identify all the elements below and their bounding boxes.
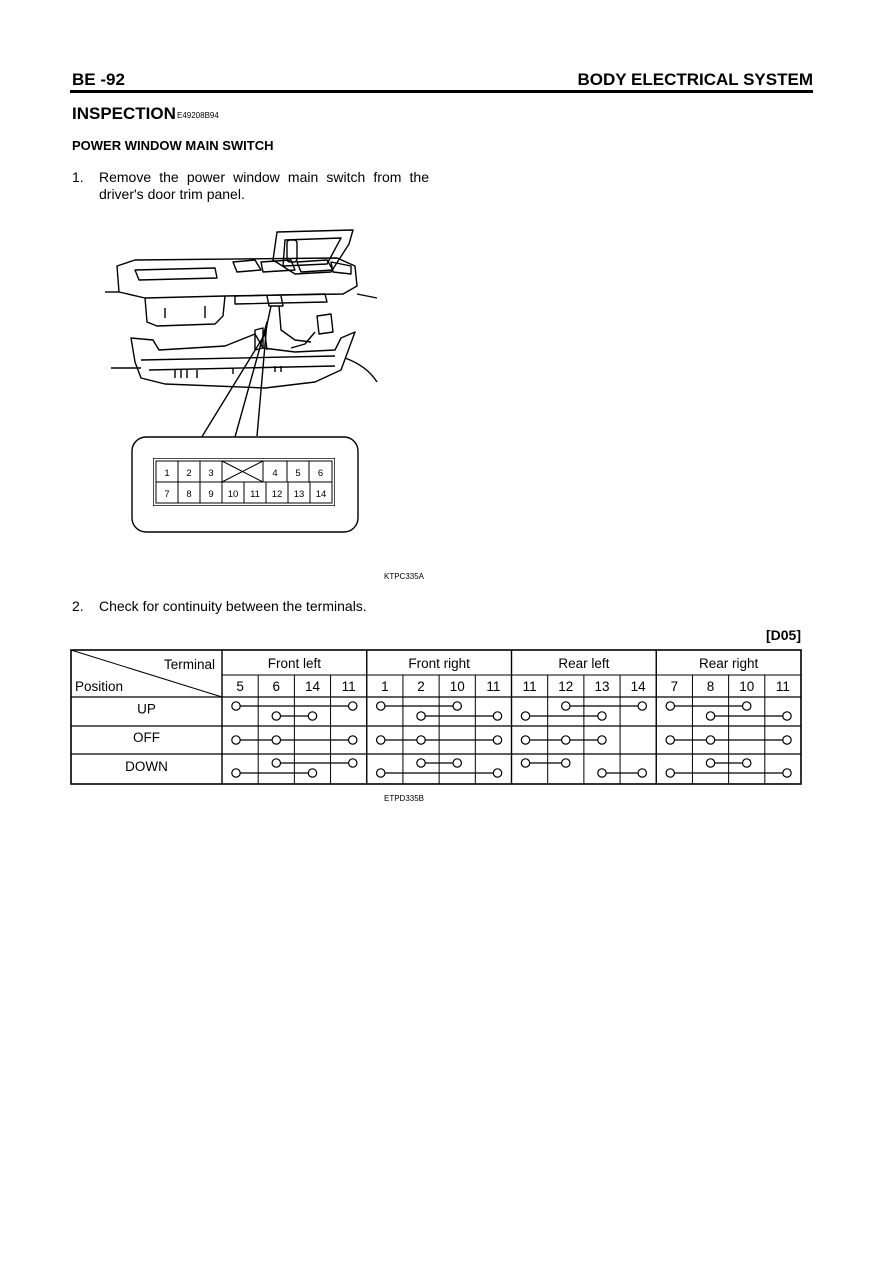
- continuity-point: [521, 736, 529, 744]
- continuity-point: [232, 736, 240, 744]
- terminal-label: 1: [381, 679, 389, 694]
- terminal-label: 13: [594, 679, 610, 694]
- pin-label: 11: [250, 489, 260, 500]
- pin-label: 2: [186, 468, 192, 479]
- pin-label: 12: [271, 489, 283, 500]
- pin-label: 10: [227, 489, 239, 500]
- continuity-point: [453, 759, 461, 767]
- continuity-point: [598, 769, 606, 777]
- continuity-point: [706, 712, 714, 720]
- pin-label: 5: [295, 468, 301, 479]
- continuity-point: [521, 759, 529, 767]
- terminal-label: 5: [236, 679, 244, 694]
- continuity-point: [666, 769, 674, 777]
- continuity-point: [493, 736, 501, 744]
- terminal-label: 11: [522, 679, 537, 694]
- pin-label: 7: [164, 489, 170, 500]
- continuity-point: [638, 769, 646, 777]
- continuity-point: [521, 712, 529, 720]
- continuity-point: [598, 736, 606, 744]
- continuity-point: [638, 702, 646, 710]
- terminal-label: 14: [304, 679, 320, 694]
- continuity-point: [666, 702, 674, 710]
- continuity-point: [666, 736, 674, 744]
- continuity-point: [272, 712, 280, 720]
- continuity-point: [377, 736, 385, 744]
- group-label: Front right: [408, 656, 470, 671]
- continuity-point: [417, 736, 425, 744]
- continuity-point: [783, 712, 791, 720]
- inspection-heading: INSPECTION: [72, 104, 176, 123]
- continuity-point: [783, 736, 791, 744]
- group-label: Front left: [267, 656, 322, 671]
- continuity-point: [562, 702, 570, 710]
- continuity-point: [743, 759, 751, 767]
- terminal-label: 6: [272, 679, 281, 694]
- continuity-point: [308, 769, 316, 777]
- continuity-point: [493, 712, 501, 720]
- continuity-point: [232, 769, 240, 777]
- continuity-point: [783, 769, 791, 777]
- step-number: 1.: [72, 169, 84, 185]
- corner-position: Position: [75, 679, 124, 694]
- continuity-point: [417, 712, 425, 720]
- continuity-point: [349, 702, 357, 710]
- group-label: Rear right: [698, 656, 759, 671]
- terminal-label: 11: [775, 679, 790, 694]
- continuity-point: [349, 759, 357, 767]
- continuity-point: [706, 759, 714, 767]
- corner-terminal: Terminal: [163, 657, 215, 672]
- pin-label: 13: [293, 489, 305, 500]
- terminal-label: 14: [630, 679, 646, 694]
- continuity-point: [453, 702, 461, 710]
- step-text: Remove the power window main switch from the driver's door trim panel.: [99, 169, 429, 202]
- step-text: Check for continuity between the terminals.: [99, 598, 367, 614]
- position-label: UP: [137, 701, 156, 717]
- table-reference: [D05]: [765, 627, 801, 643]
- pin-label: 8: [186, 489, 192, 500]
- terminal-label: 12: [558, 679, 574, 694]
- group-label: Rear left: [558, 656, 610, 671]
- pin-label: 4: [272, 468, 278, 479]
- terminal-label: 11: [486, 679, 501, 694]
- pin-label: 1: [164, 468, 170, 479]
- continuity-point: [706, 736, 714, 744]
- section-title: BODY ELECTRICAL SYSTEM: [577, 70, 813, 89]
- inspection-code: E49208B94: [177, 111, 219, 120]
- continuity-point: [377, 702, 385, 710]
- pin-label: 3: [208, 468, 214, 479]
- terminal-label: 7: [670, 679, 679, 694]
- terminal-label: 11: [341, 679, 356, 694]
- figure-code: KTPC335A: [384, 572, 425, 581]
- terminal-label: 8: [706, 679, 715, 694]
- continuity-point: [417, 759, 425, 767]
- subheading: POWER WINDOW MAIN SWITCH: [72, 138, 274, 153]
- continuity-point: [562, 736, 570, 744]
- continuity-point: [562, 759, 570, 767]
- page-number: BE -92: [72, 70, 125, 89]
- terminal-label: 2: [417, 679, 425, 694]
- continuity-point: [493, 769, 501, 777]
- continuity-point: [743, 702, 751, 710]
- position-label: DOWN: [125, 759, 168, 774]
- continuity-point: [377, 769, 385, 777]
- continuity-point: [232, 702, 240, 710]
- continuity-point: [308, 712, 316, 720]
- step-number: 2.: [72, 598, 84, 614]
- pin-label: 6: [317, 468, 324, 479]
- pin-label: 14: [315, 489, 327, 500]
- table-code: ETPD335B: [384, 794, 425, 803]
- continuity-point: [349, 736, 357, 744]
- pin-label: 9: [208, 489, 214, 500]
- continuity-point: [272, 736, 280, 744]
- terminal-label: 10: [449, 679, 465, 694]
- position-label: OFF: [133, 730, 160, 745]
- terminal-label: 10: [739, 679, 755, 694]
- continuity-point: [598, 712, 606, 720]
- continuity-point: [272, 759, 280, 767]
